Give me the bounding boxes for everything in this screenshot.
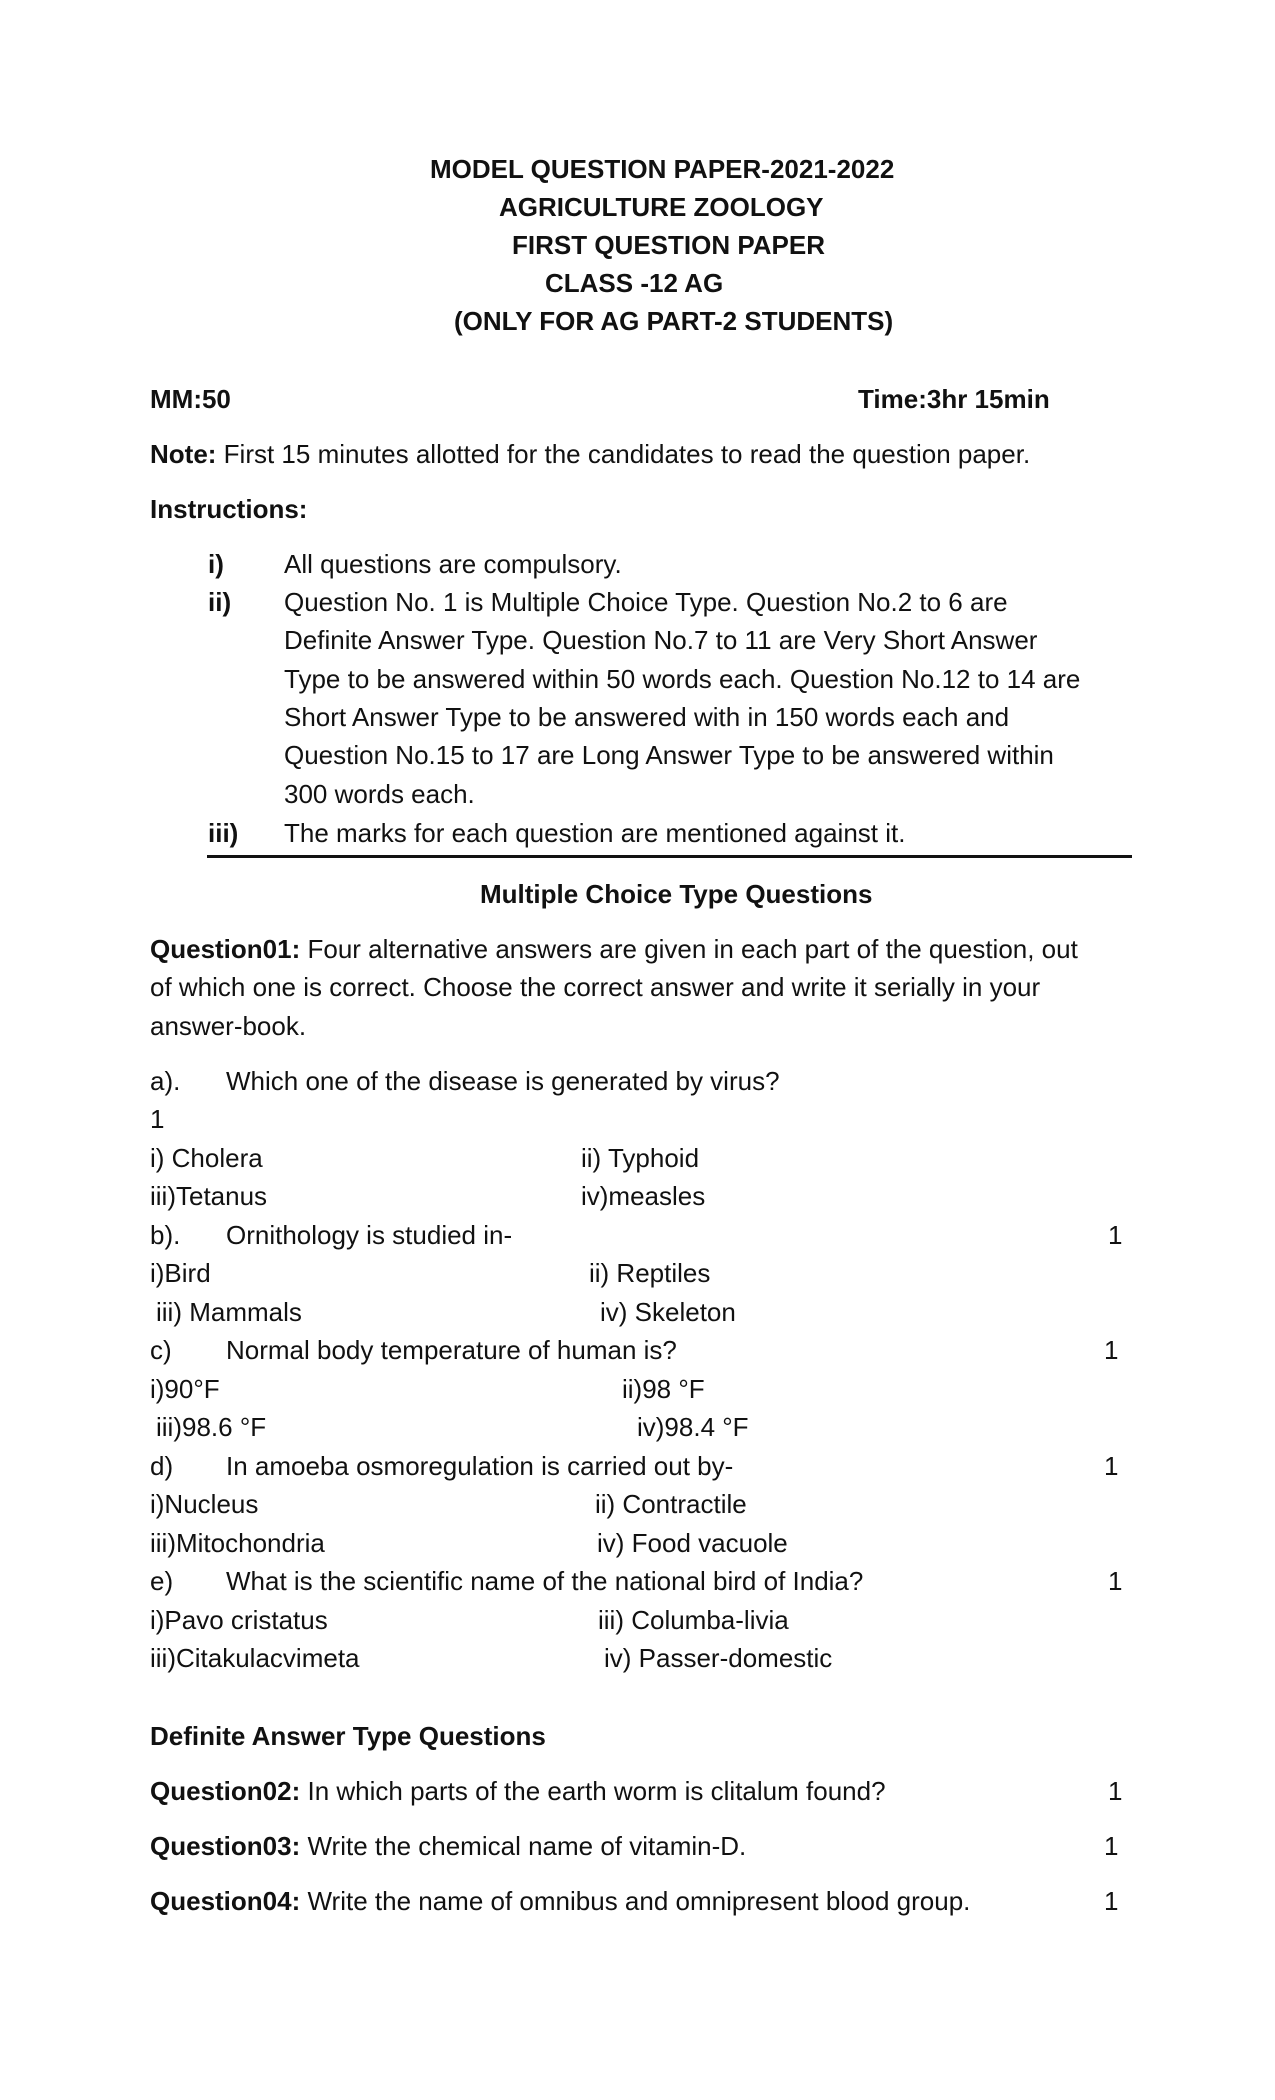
instruction-text: All questions are compulsory.: [284, 549, 622, 579]
mcq-item-question: Ornithology is studied in-: [226, 1220, 513, 1250]
mcq-section-title: Multiple Choice Type Questions: [480, 879, 873, 909]
mcq-option: iv)98.4 °F: [637, 1412, 749, 1442]
time-allowed: Time:3hr 15min: [858, 384, 1050, 414]
mcq-option: i)Nucleus: [150, 1489, 259, 1519]
note-text: First 15 minutes allotted for the candidates to read the question paper.: [223, 439, 1031, 469]
question-01-text: Four alternative answers are given in each part of the question, out: [307, 934, 1078, 964]
definite-section-title: Definite Answer Type Questions: [150, 1721, 546, 1751]
instruction-text: 300 words each.: [284, 779, 475, 809]
instructions-heading: Instructions:: [150, 494, 308, 524]
question-01-line: [150, 936, 1078, 962]
mcq-option: i)90°F: [150, 1374, 220, 1404]
audience-label: (ONLY FOR AG PART-2 STUDENTS): [454, 306, 894, 336]
note: [150, 441, 1030, 467]
question-label: Question04:: [150, 1886, 301, 1916]
mcq-item-label: c): [150, 1335, 172, 1365]
max-marks: MM:50: [150, 384, 231, 414]
instruction-text: Short Answer Type to be answered with in 150 words each and: [284, 702, 1010, 732]
instruction-text: Question No. 1 is Multiple Choice Type. Question No.2 to 6 are: [284, 587, 1008, 617]
question-03: [150, 1833, 746, 1859]
mcq-option: iii)98.6 °F: [156, 1412, 267, 1442]
mcq-option: ii) Contractile: [595, 1489, 747, 1519]
question-marks: 1: [1104, 1886, 1119, 1916]
mcq-option: i)Bird: [150, 1258, 211, 1288]
class-label: CLASS -12 AG: [545, 268, 724, 298]
question-04: [150, 1888, 970, 1914]
mcq-item-question: Which one of the disease is generated by virus?: [226, 1066, 780, 1096]
question-marks: 1: [1108, 1776, 1123, 1806]
mcq-option: iv) Passer-domestic: [604, 1643, 833, 1673]
mcq-item-label: d): [150, 1451, 174, 1481]
instruction-text: Question No.15 to 17 are Long Answer Type to be answered within: [284, 740, 1054, 770]
mcq-option: iii)Citakulacvimeta: [150, 1643, 360, 1673]
mcq-option: iii)Mitochondria: [150, 1528, 325, 1558]
question-marks: 1: [1104, 1831, 1119, 1861]
mcq-item-marks: 1: [150, 1104, 165, 1134]
mcq-option: i)Pavo cristatus: [150, 1605, 328, 1635]
paper-number: FIRST QUESTION PAPER: [512, 230, 825, 260]
note-label: Note:: [150, 439, 217, 469]
question-01-text: of which one is correct. Choose the correct answer and write it serially in your: [150, 972, 1041, 1002]
mcq-item-question: What is the scientific name of the national bird of India?: [226, 1566, 864, 1596]
paper-title: MODEL QUESTION PAPER-2021-2022: [430, 154, 895, 184]
mcq-item-label: b).: [150, 1220, 181, 1250]
mcq-item-question: Normal body temperature of human is?: [226, 1335, 677, 1365]
question-01-label: Question01:: [150, 934, 301, 964]
subject-title: AGRICULTURE ZOOLOGY: [499, 192, 824, 222]
mcq-option: iv) Skeleton: [600, 1297, 736, 1327]
mcq-option: ii)98 °F: [622, 1374, 705, 1404]
section-divider: [207, 855, 1132, 858]
instruction-text: The marks for each question are mentioned against it.: [284, 818, 906, 848]
question-text: In which parts of the earth worm is clitalum found?: [307, 1776, 886, 1806]
mcq-option: ii) Typhoid: [581, 1143, 700, 1173]
instruction-number: i): [208, 549, 224, 579]
question-01-text: answer-book.: [150, 1011, 307, 1041]
question-02: [150, 1778, 886, 1804]
mcq-item-question: In amoeba osmoregulation is carried out by-: [226, 1451, 734, 1481]
instruction-text: Definite Answer Type. Question No.7 to 11 are Very Short Answer: [284, 625, 1038, 655]
mcq-option: iii) Columba-livia: [598, 1605, 789, 1635]
question-label: Question03:: [150, 1831, 301, 1861]
mcq-option: iv) Food vacuole: [597, 1528, 788, 1558]
mcq-item-marks: 1: [1104, 1451, 1119, 1481]
question-label: Question02:: [150, 1776, 301, 1806]
instruction-text: Type to be answered within 50 words each. Question No.12 to 14 are: [284, 664, 1081, 694]
instruction-number: ii): [208, 587, 232, 617]
mcq-option: iv)measles: [581, 1181, 706, 1211]
question-text: Write the chemical name of vitamin-D.: [307, 1831, 747, 1861]
mcq-option: ii) Reptiles: [589, 1258, 711, 1288]
mcq-option: iii) Mammals: [156, 1297, 302, 1327]
instruction-number: iii): [208, 818, 239, 848]
mcq-option: i) Cholera: [150, 1143, 263, 1173]
question-text: Write the name of omnibus and omnipresent blood group.: [307, 1886, 971, 1916]
mcq-option: iii)Tetanus: [150, 1181, 268, 1211]
mcq-item-label: e): [150, 1566, 174, 1596]
mcq-item-marks: 1: [1108, 1220, 1123, 1250]
mcq-item-marks: 1: [1104, 1335, 1119, 1365]
mcq-item-label: a).: [150, 1066, 181, 1096]
mcq-item-marks: 1: [1108, 1566, 1123, 1596]
